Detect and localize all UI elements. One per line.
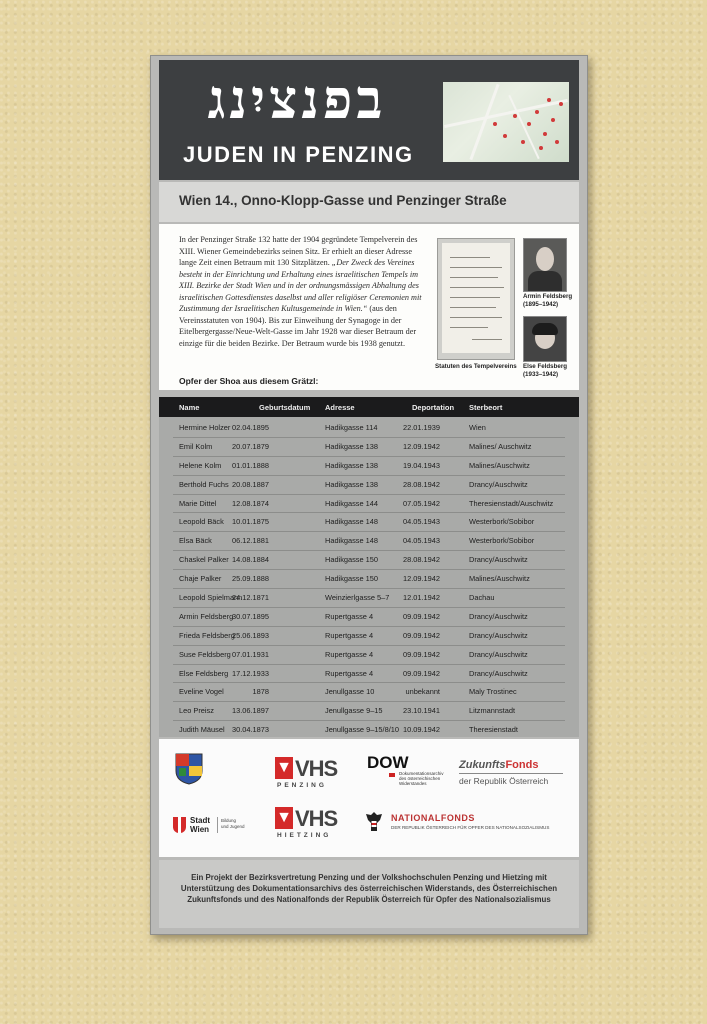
table-row (173, 589, 565, 608)
austrian-eagle-icon (365, 811, 383, 833)
cell-birthdate: 20.07.1879 (232, 441, 269, 451)
location-subheading-bar (159, 182, 579, 222)
col-birthdate-header: Geburtsdatum (259, 403, 311, 412)
cell-deportation: unbekannt (405, 687, 440, 697)
table-row (173, 495, 565, 514)
intro-text (179, 234, 427, 349)
armin-feldsberg-name: Armin Feldsberg (523, 293, 573, 300)
cell-birthdate: 07.01.1931 (232, 649, 269, 659)
cell-address: Jenullgasse 9–15/8/10 (325, 725, 399, 735)
cell-address: Jenullgasse 10 (325, 687, 375, 697)
cell-name: Leopold Bäck (179, 517, 224, 527)
cell-address: Hadikgasse 148 (325, 536, 379, 546)
cell-deportation: 22.01.1939 (403, 423, 440, 432)
dow-sub-1: Dokumentationsarchiv (399, 771, 444, 776)
zukunftsfonds-word-a: Zukunfts (459, 759, 506, 771)
vhs-hietzing-logo: ▼ VHS HIETZING (276, 806, 338, 839)
cell-address: Weinzierlgasse 5–7 (325, 593, 390, 603)
sponsor-logos-panel (159, 739, 579, 857)
cell-name: Chaskel Palker (179, 555, 229, 565)
cell-deportation: 09.09.1942 (403, 668, 440, 678)
cell-deathplace: Wien (469, 423, 486, 432)
zukunftsfonds-sub: der Republik Österreich (459, 776, 549, 786)
cell-deathplace: Malines/Auschwitz (469, 460, 530, 470)
cell-deportation: 28.08.1942 (403, 479, 440, 489)
intro-text-quote: „Der Zweck des Vereines besteht in der Einrichtung und Erhaltung eines israelitischen Tempels im XIII. Bezirke der Stadt Wien und in der ordnungsmässigen Abhaltung des israelitischen Gottesdienstes daselbst und aller religiöser Ceremonien mit Zustimmung der Israelitischen Kultusgemeinde in Wien.“ (179, 258, 422, 313)
col-name-header: Name (179, 403, 200, 412)
cell-birthdate: 30.04.1873 (232, 725, 269, 735)
cell-address: Hadikgasse 138 (325, 479, 379, 489)
vhs-penzing-logo: ▼ VHS PENZING (276, 756, 338, 789)
cell-name: Eveline Vogel (179, 687, 224, 697)
table-row (173, 532, 565, 551)
table-row (173, 476, 565, 495)
cell-name: Leo Preisz (179, 706, 214, 716)
cell-deportation: 28.08.1942 (403, 555, 440, 565)
penzing-coat-of-arms-icon (175, 753, 203, 785)
cell-address: Hadikgasse 138 (325, 441, 379, 451)
table-row (173, 721, 565, 740)
intro-text-plain: In der Penzinger Straße 132 hatte der 1904 gegründete Tempelverein des XIII. Wiener Gemeindebezirks seinen Sitz. Er erhielt an dieser Adresse lange Zeit einen Betraum mit 130 Sitzplätzen. (179, 235, 418, 267)
stadt-wien-line2: Wien (190, 825, 210, 834)
cell-birthdate: 10.01.1875 (232, 517, 269, 527)
cell-deathplace: Drancy/Auschwitz (469, 668, 528, 678)
cell-name: Else Feldsberg (179, 668, 229, 678)
armin-feldsberg-photo (523, 238, 567, 292)
cell-address: Rupertgasse 4 (325, 649, 374, 659)
cell-address: Hadikgasse 150 (325, 574, 379, 584)
cell-deportation: 12.09.1942 (403, 441, 440, 451)
cell-deathplace: Drancy/Auschwitz (469, 630, 528, 640)
zukunftsfonds-word-b: Fonds (505, 759, 539, 771)
cell-deathplace: Drancy/Auschwitz (469, 555, 528, 565)
cell-deathplace: Westerbork/Sobibor (469, 517, 535, 527)
table-row (173, 570, 565, 589)
footer-panel (159, 860, 579, 928)
cell-deportation: 09.09.1942 (403, 649, 440, 659)
cell-birthdate: 1878 (252, 687, 269, 697)
cell-name: Frieda Feldsberg (179, 630, 235, 640)
cell-deathplace: Drancy/Auschwitz (469, 611, 528, 621)
cell-deportation: 04.05.1943 (403, 536, 440, 546)
table-header (159, 397, 579, 417)
memorial-sign (150, 55, 588, 935)
cell-birthdate: 25.09.1888 (232, 574, 269, 584)
cell-birthdate: 30.07.1895 (232, 611, 269, 621)
sign-header (159, 60, 579, 180)
cell-deportation: 04.05.1943 (403, 517, 440, 527)
zukunftsfonds-logo (459, 759, 571, 791)
vhs-hietzing-sub: HIETZING (277, 832, 332, 839)
cell-birthdate: 02.04.1895 (232, 423, 269, 432)
cell-deathplace: Theresienstadt/Auschwitz (469, 498, 554, 508)
stadt-wien-line1: Stadt (190, 816, 210, 825)
statutes-caption: Statuten des Tempelvereins (435, 363, 517, 370)
cell-name: Hermine Holzer (179, 423, 231, 432)
intro-text-rest: (aus den Vereinsstatuten von 1904). Bis zur Einweihung der Synagoge in der Eitelbergergasse/Neue-Welt-Gasse im Jahr 1928 war dieser Betraum der einzige für die beiden Bezirke. Der Betraum wurde bis 1938 genutzt. (179, 304, 417, 348)
dow-sub-2: des österreichischen (399, 776, 441, 781)
table-row (173, 702, 565, 721)
district-map-image (443, 82, 569, 162)
vhs-hietzing-word: VHS (295, 806, 338, 831)
location-subheading: Wien 14., Onno-Klopp-Gasse und Penzinger Straße (179, 193, 507, 208)
cell-name: Emil Kolm (179, 441, 213, 451)
vhs-penzing-sub: PENZING (277, 782, 327, 789)
cell-address: Rupertgasse 4 (325, 630, 374, 640)
table-row (173, 608, 565, 627)
col-deportation-header: Deportation (412, 403, 455, 412)
cell-deportation: 07.05.1942 (403, 498, 440, 508)
table-row (173, 646, 565, 665)
cell-name: Suse Feldsberg (179, 649, 231, 659)
col-deathplace-header: Sterbeort (469, 403, 503, 412)
nationalfonds-logo (365, 811, 575, 841)
col-address-header: Adresse (325, 403, 355, 412)
cell-deportation: 09.09.1942 (403, 611, 440, 621)
cell-birthdate: 14.08.1884 (232, 555, 269, 565)
table-row (173, 551, 565, 570)
else-feldsberg-years: (1933–1942) (523, 371, 559, 378)
cell-name: Chaje Palker (179, 574, 222, 584)
cell-deportation: 12.01.1942 (403, 593, 440, 603)
cell-name: Armin Feldsberg (179, 611, 234, 621)
nationalfonds-word: NATIONALFONDS (391, 813, 475, 823)
table-row (173, 513, 565, 532)
cell-address: Hadikgasse 138 (325, 460, 379, 470)
stadt-wien-side2: und Jugend (221, 824, 245, 829)
cell-birthdate: 24.12.1871 (232, 593, 269, 603)
table-row (173, 457, 565, 476)
cell-name: Elsa Bäck (179, 536, 212, 546)
nationalfonds-sub: DER REPUBLIK ÖSTERREICH FÜR OPFER DES NATIONALSOZIALISMUS (391, 825, 550, 830)
else-feldsberg-photo (523, 316, 567, 362)
else-feldsberg-name: Else Feldsberg (523, 363, 568, 370)
else-feldsberg-caption (523, 363, 567, 379)
table-row (173, 419, 565, 438)
footer-text: Ein Projekt der Bezirksvertretung Penzing und der Volkshochschulen Penzing und Hietzing mit Unterstützung des Dokumentationsarchivs des österreichischen Widerstands, des Österreichischen Zukunftsfonds und des Nationalfonds der Republik Österreich für Opfer des Nationalsozialismus (180, 873, 558, 904)
cell-deportation: 19.04.1943 (403, 460, 440, 470)
cell-name: Marie Dittel (179, 498, 217, 508)
cell-address: Jenullgasse 9–15 (325, 706, 383, 716)
cell-name: Leopold Spielmann (179, 593, 243, 603)
cell-birthdate: 20.08.1887 (232, 479, 269, 489)
cell-birthdate: 25.06.1893 (232, 630, 269, 640)
cell-name: Judith Mäusel (179, 725, 225, 735)
armin-feldsberg-caption (523, 293, 572, 309)
cell-deathplace: Drancy/Auschwitz (469, 649, 528, 659)
cell-name: Helene Kolm (179, 460, 222, 470)
armin-feldsberg-years: (1895–1942) (523, 301, 559, 308)
stadt-wien-logo (173, 815, 263, 839)
cell-address: Hadikgasse 114 (325, 423, 378, 432)
cell-deathplace: Litzmannstadt (469, 706, 516, 716)
dow-sub-3: Widerstandes (399, 781, 427, 786)
table-row (173, 627, 565, 646)
table-row (173, 665, 565, 684)
statutes-document-image (437, 238, 515, 360)
cell-birthdate: 17.12.1933 (232, 668, 269, 678)
dow-logo (367, 753, 447, 793)
dow-word: DOW (367, 753, 409, 772)
cell-birthdate: 12.08.1874 (232, 498, 269, 508)
cell-deathplace: Dachau (469, 593, 495, 603)
cell-address: Hadikgasse 148 (325, 517, 379, 527)
cell-deathplace: Theresienstadt (469, 725, 518, 735)
victims-table (159, 397, 579, 737)
cell-address: Rupertgasse 4 (325, 611, 374, 621)
vhs-penzing-word: VHS (295, 756, 338, 781)
cell-address: Hadikgasse 144 (325, 498, 379, 508)
table-row (173, 683, 565, 702)
cell-deportation: 10.09.1942 (403, 725, 440, 735)
cell-deportation: 12.09.1942 (403, 574, 440, 584)
cell-deathplace: Malines/ Auschwitz (469, 441, 532, 451)
cell-address: Rupertgasse 4 (325, 668, 374, 678)
victims-heading: Opfer der Shoa aus diesem Grätzl: (179, 376, 319, 386)
cell-address: Hadikgasse 150 (325, 555, 379, 565)
cell-deathplace: Maly Trostinec (469, 687, 517, 697)
cell-deportation: 23.10.1941 (403, 706, 440, 716)
cell-deathplace: Drancy/Auschwitz (469, 479, 528, 489)
cell-birthdate: 01.01.1888 (232, 460, 269, 470)
table-body (159, 419, 579, 740)
cell-deathplace: Malines/Auschwitz (469, 574, 530, 584)
cell-name: Berthold Fuchs (179, 479, 229, 489)
hebrew-title: בפנציִנג (207, 67, 387, 131)
sign-title: JUDEN IN PENZING (183, 142, 414, 167)
cell-birthdate: 06.12.1881 (232, 536, 269, 546)
cell-birthdate: 13.06.1897 (232, 706, 269, 716)
table-row (173, 438, 565, 457)
cell-deportation: 09.09.1942 (403, 630, 440, 640)
intro-panel (159, 224, 579, 390)
cell-deathplace: Westerbork/Sobibor (469, 536, 535, 546)
stadt-wien-side1: Bildung (221, 818, 237, 823)
